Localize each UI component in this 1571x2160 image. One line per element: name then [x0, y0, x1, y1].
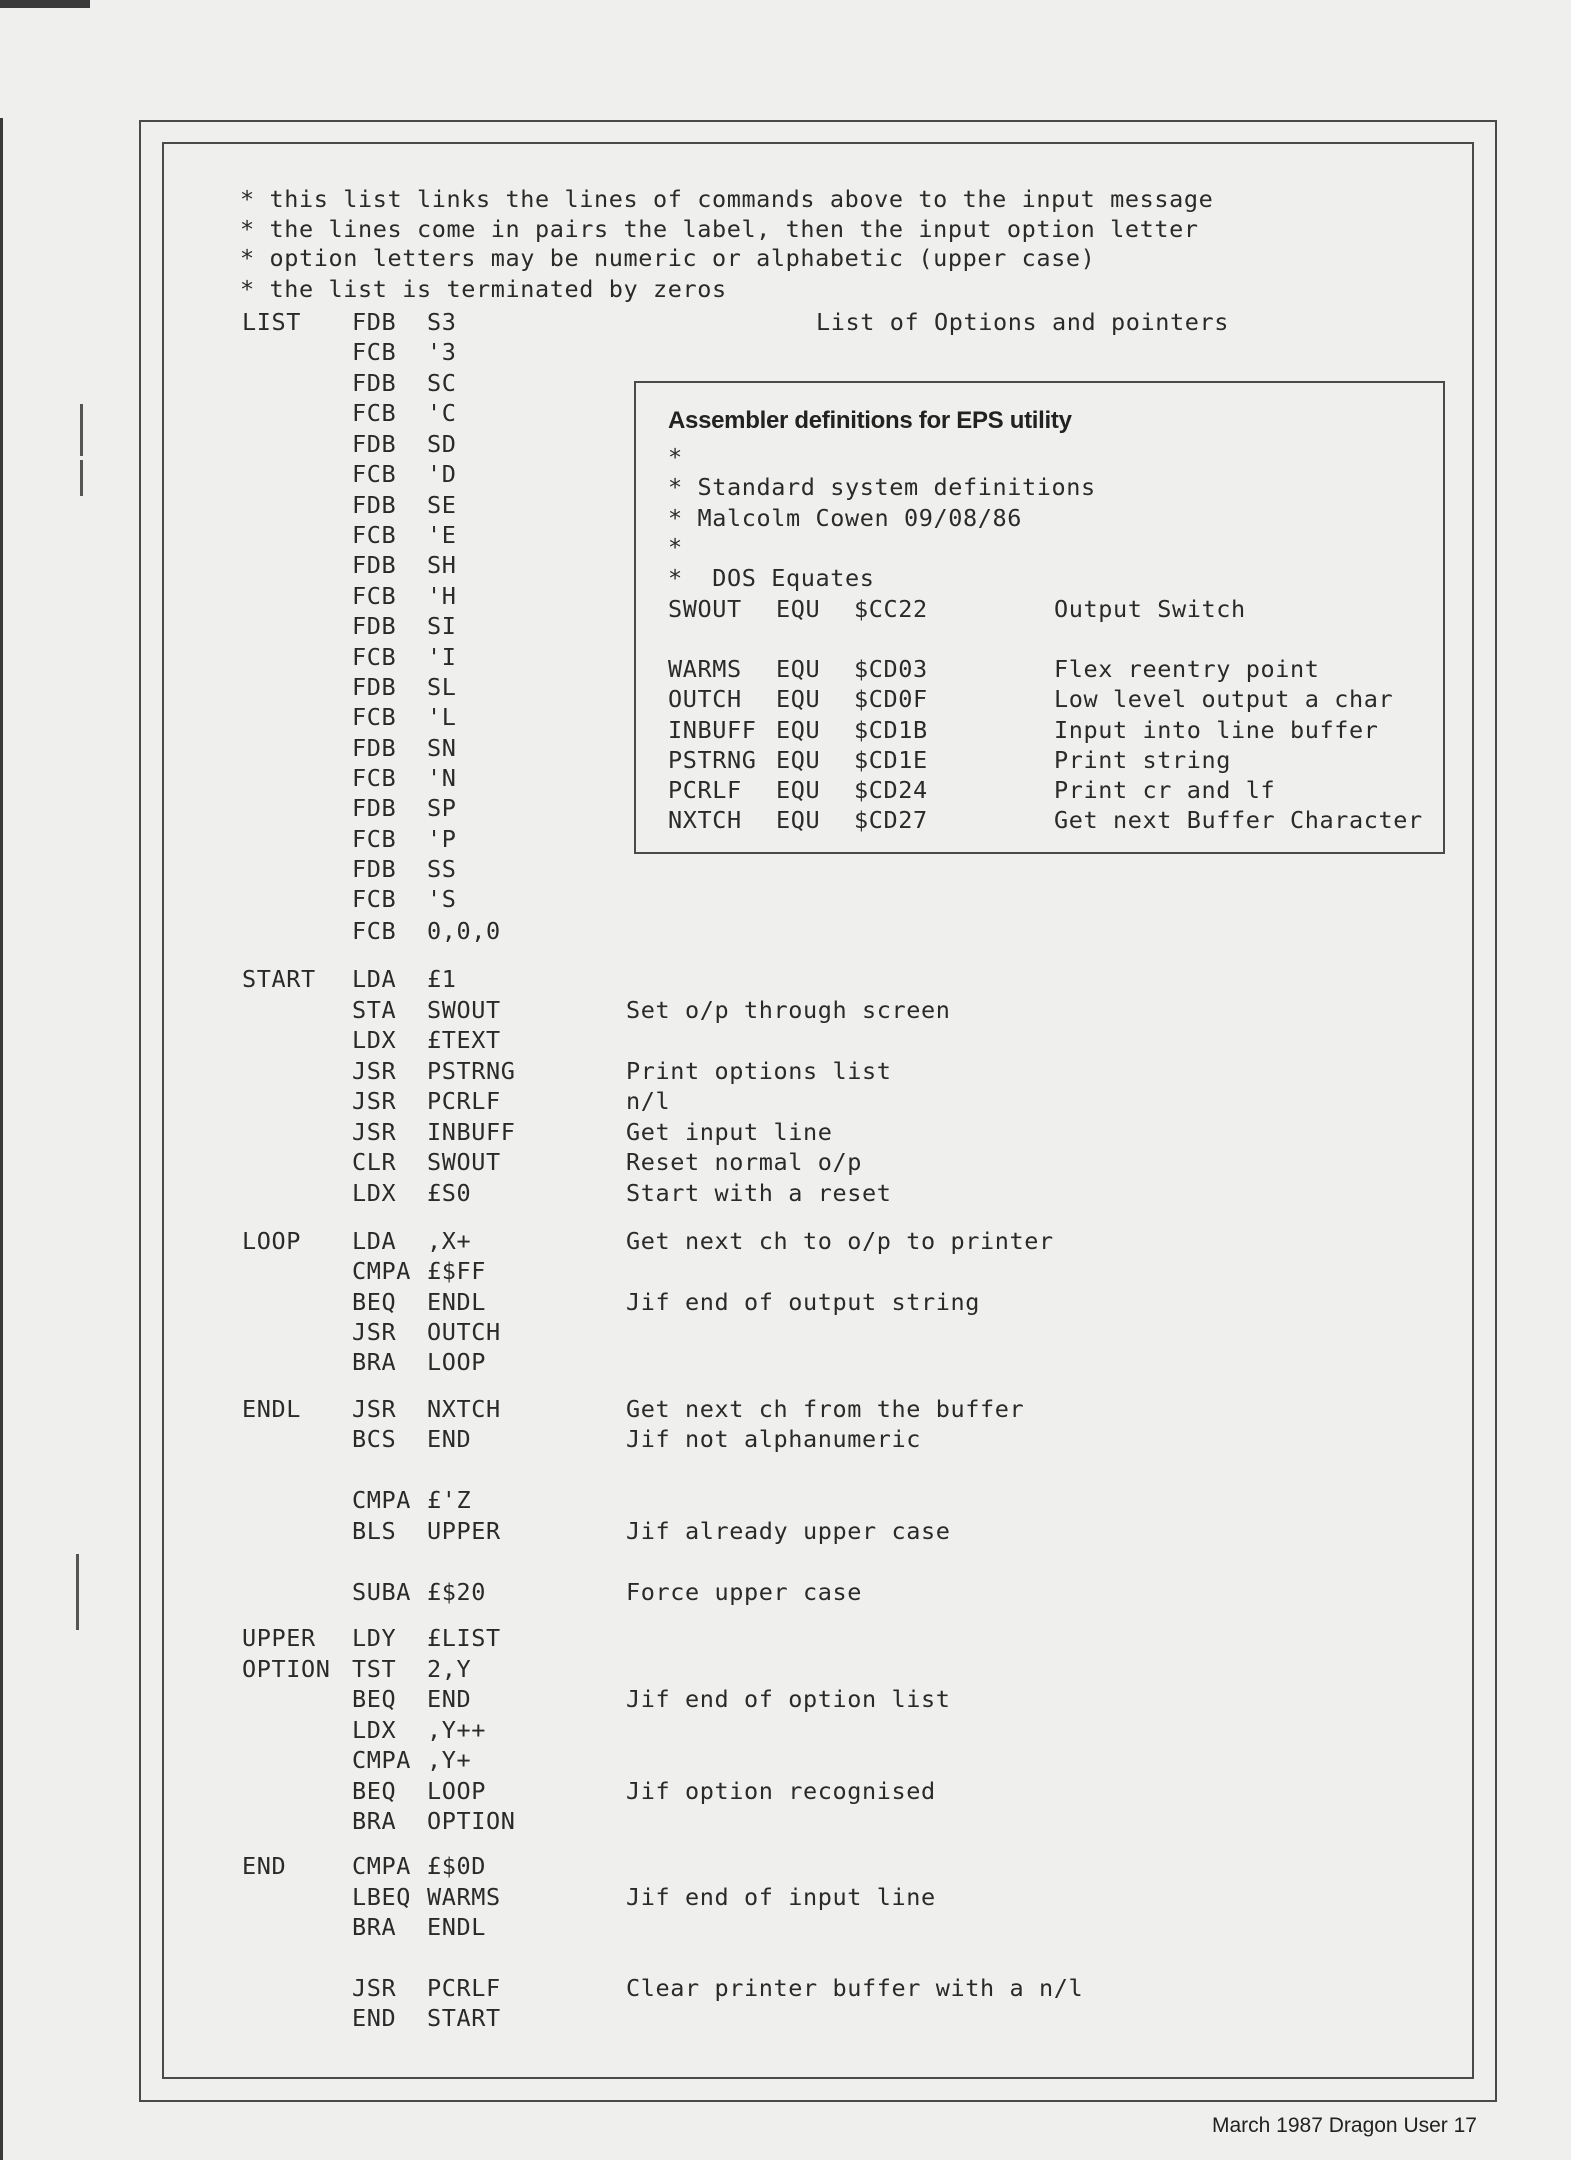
code-operand: LOOP: [427, 1777, 486, 1805]
page-edge: [0, 0, 90, 8]
list-heading: List of Options and pointers: [816, 308, 1229, 336]
code-opcode: TST: [352, 1655, 397, 1683]
code-comment: n/l: [626, 1087, 671, 1115]
code-operand: ,Y+: [427, 1746, 472, 1774]
code-opcode: END: [352, 2004, 397, 2032]
code-operand: '3: [427, 338, 457, 366]
code-opcode: JSR: [352, 1318, 397, 1346]
code-opcode: CMPA: [352, 1257, 411, 1285]
code-opcode: JSR: [352, 1118, 397, 1146]
code-opcode: FCB: [352, 917, 397, 945]
definition-label: * Standard system definitions: [668, 473, 1096, 501]
definition-value: $CD0F: [854, 685, 928, 713]
definition-comment: Get next Buffer Character: [1054, 806, 1423, 834]
code-operand: SC: [427, 369, 457, 397]
definition-opcode: EQU: [776, 776, 821, 804]
code-operand: SI: [427, 612, 457, 640]
binding-mark: [76, 1596, 79, 1630]
code-operand: ENDL: [427, 1288, 486, 1316]
code-label: END: [242, 1852, 287, 1880]
definition-label: WARMS: [668, 655, 742, 683]
code-opcode: LDX: [352, 1179, 397, 1207]
code-operand: INBUFF: [427, 1118, 516, 1146]
code-operand: 'N: [427, 764, 457, 792]
code-operand: 0,0,0: [427, 917, 501, 945]
definition-opcode: EQU: [776, 685, 821, 713]
code-operand: 'E: [427, 521, 457, 549]
code-operand: PSTRNG: [427, 1057, 516, 1085]
code-operand: £$0D: [427, 1852, 486, 1880]
code-opcode: FDB: [352, 369, 397, 397]
definitions-title: Assembler definitions for EPS utility: [668, 407, 1072, 434]
code-opcode: LDA: [352, 965, 397, 993]
code-operand: £$20: [427, 1578, 486, 1606]
definition-comment: Output Switch: [1054, 595, 1246, 623]
code-operand: £S0: [427, 1179, 472, 1207]
code-operand: LOOP: [427, 1348, 486, 1376]
code-opcode: BEQ: [352, 1685, 397, 1713]
binding-mark: [80, 404, 83, 456]
code-operand: SP: [427, 794, 457, 822]
code-operand: END: [427, 1685, 472, 1713]
code-comment: Get input line: [626, 1118, 833, 1146]
definition-label: OUTCH: [668, 685, 742, 713]
definition-label: *: [668, 443, 683, 471]
code-operand: 'S: [427, 885, 457, 913]
code-operand: SD: [427, 430, 457, 458]
definition-opcode: EQU: [776, 655, 821, 683]
code-operand: ,X+: [427, 1227, 472, 1255]
definition-comment: Flex reentry point: [1054, 655, 1320, 683]
code-comment: Jif end of output string: [626, 1288, 980, 1316]
code-comment: Jif end of input line: [626, 1883, 936, 1911]
code-opcode: FCB: [352, 460, 397, 488]
page-gutter: [0, 118, 3, 2160]
definition-comment: Print cr and lf: [1054, 776, 1276, 804]
code-opcode: BRA: [352, 1913, 397, 1941]
code-opcode: FDB: [352, 491, 397, 519]
code-operand: PCRLF: [427, 1087, 501, 1115]
code-operand: SN: [427, 734, 457, 762]
code-label: START: [242, 965, 316, 993]
code-opcode: FDB: [352, 734, 397, 762]
definition-label: * DOS Equates: [668, 564, 875, 592]
page-footer: March 1987 Dragon User 17: [1212, 2114, 1477, 2137]
definition-opcode: EQU: [776, 716, 821, 744]
code-operand: SH: [427, 551, 457, 579]
definition-comment: Low level output a char: [1054, 685, 1394, 713]
code-label: LOOP: [242, 1227, 301, 1255]
code-operand: 'H: [427, 582, 457, 610]
code-operand: 'I: [427, 643, 457, 671]
definition-value: $CD1B: [854, 716, 928, 744]
code-opcode: LDY: [352, 1624, 397, 1652]
code-opcode: FDB: [352, 551, 397, 579]
code-operand: WARMS: [427, 1883, 501, 1911]
definition-label: *: [668, 533, 683, 561]
code-comment: Jif option recognised: [626, 1777, 936, 1805]
definition-opcode: EQU: [776, 595, 821, 623]
code-opcode: JSR: [352, 1057, 397, 1085]
definition-label: INBUFF: [668, 716, 757, 744]
code-opcode: CMPA: [352, 1852, 411, 1880]
comment-line: * this list links the lines of commands above to the input message: [240, 185, 1214, 213]
code-operand: NXTCH: [427, 1395, 501, 1423]
code-opcode: BCS: [352, 1425, 397, 1453]
code-operand: START: [427, 2004, 501, 2032]
code-comment: Get next ch to o/p to printer: [626, 1227, 1054, 1255]
code-comment: Clear printer buffer with a n/l: [626, 1974, 1084, 2002]
code-opcode: FDB: [352, 308, 397, 336]
code-comment: Force upper case: [626, 1578, 862, 1606]
comment-line: * option letters may be numeric or alphabetic (upper case): [240, 244, 1096, 272]
code-label: OPTION: [242, 1655, 331, 1683]
code-operand: 'C: [427, 399, 457, 427]
code-opcode: FCB: [352, 764, 397, 792]
code-operand: SWOUT: [427, 1148, 501, 1176]
definition-comment: Print string: [1054, 746, 1231, 774]
code-operand: SE: [427, 491, 457, 519]
code-operand: £'Z: [427, 1486, 472, 1514]
code-opcode: JSR: [352, 1395, 397, 1423]
code-opcode: BRA: [352, 1348, 397, 1376]
code-opcode: FCB: [352, 825, 397, 853]
comment-line: * the list is terminated by zeros: [240, 275, 727, 303]
code-opcode: FCB: [352, 885, 397, 913]
code-opcode: FDB: [352, 794, 397, 822]
code-opcode: JSR: [352, 1974, 397, 2002]
code-opcode: FCB: [352, 399, 397, 427]
code-opcode: FCB: [352, 582, 397, 610]
code-opcode: BEQ: [352, 1777, 397, 1805]
code-opcode: LDX: [352, 1026, 397, 1054]
code-operand: PCRLF: [427, 1974, 501, 2002]
code-label: LIST: [242, 308, 301, 336]
code-operand: 'P: [427, 825, 457, 853]
definition-comment: Input into line buffer: [1054, 716, 1379, 744]
code-operand: SS: [427, 855, 457, 883]
definition-value: $CC22: [854, 595, 928, 623]
code-opcode: FDB: [352, 612, 397, 640]
code-operand: ,Y++: [427, 1716, 486, 1744]
code-opcode: CMPA: [352, 1746, 411, 1774]
code-operand: £1: [427, 965, 457, 993]
code-label: ENDL: [242, 1395, 301, 1423]
binding-mark: [80, 460, 83, 496]
code-comment: Reset normal o/p: [626, 1148, 862, 1176]
code-opcode: CLR: [352, 1148, 397, 1176]
code-label: UPPER: [242, 1624, 316, 1652]
code-opcode: BEQ: [352, 1288, 397, 1316]
code-opcode: FCB: [352, 338, 397, 366]
code-operand: ENDL: [427, 1913, 486, 1941]
code-opcode: FDB: [352, 430, 397, 458]
code-opcode: STA: [352, 996, 397, 1024]
code-comment: Jif not alphanumeric: [626, 1425, 921, 1453]
code-opcode: FCB: [352, 521, 397, 549]
code-opcode: LBEQ: [352, 1883, 411, 1911]
definition-label: NXTCH: [668, 806, 742, 834]
code-opcode: FDB: [352, 855, 397, 883]
code-operand: UPPER: [427, 1517, 501, 1545]
code-operand: S3: [427, 308, 457, 336]
code-comment: Start with a reset: [626, 1179, 892, 1207]
definition-label: * Malcolm Cowen 09/08/86: [668, 504, 1022, 532]
code-operand: £$FF: [427, 1257, 486, 1285]
definition-value: $CD03: [854, 655, 928, 683]
code-operand: £TEXT: [427, 1026, 501, 1054]
definition-opcode: EQU: [776, 806, 821, 834]
code-operand: £LIST: [427, 1624, 501, 1652]
code-opcode: CMPA: [352, 1486, 411, 1514]
code-operand: END: [427, 1425, 472, 1453]
code-opcode: LDA: [352, 1227, 397, 1255]
definition-value: $CD27: [854, 806, 928, 834]
code-comment: Jif end of option list: [626, 1685, 951, 1713]
code-operand: SWOUT: [427, 996, 501, 1024]
code-operand: SL: [427, 673, 457, 701]
code-comment: Jif already upper case: [626, 1517, 951, 1545]
code-opcode: BRA: [352, 1807, 397, 1835]
code-operand: 2,Y: [427, 1655, 472, 1683]
definition-opcode: EQU: [776, 746, 821, 774]
definition-label: SWOUT: [668, 595, 742, 623]
code-comment: Print options list: [626, 1057, 892, 1085]
code-comment: Get next ch from the buffer: [626, 1395, 1025, 1423]
code-opcode: FCB: [352, 703, 397, 731]
code-comment: Set o/p through screen: [626, 996, 951, 1024]
comment-line: * the lines come in pairs the label, then the input option letter: [240, 215, 1199, 243]
code-operand: 'L: [427, 703, 457, 731]
code-operand: OUTCH: [427, 1318, 501, 1346]
code-operand: 'D: [427, 460, 457, 488]
definition-value: $CD24: [854, 776, 928, 804]
code-opcode: JSR: [352, 1087, 397, 1115]
code-opcode: BLS: [352, 1517, 397, 1545]
definitions-box: [634, 381, 1445, 854]
code-opcode: SUBA: [352, 1578, 411, 1606]
definition-value: $CD1E: [854, 746, 928, 774]
code-opcode: FCB: [352, 643, 397, 671]
code-opcode: FDB: [352, 673, 397, 701]
definition-label: PCRLF: [668, 776, 742, 804]
code-opcode: LDX: [352, 1716, 397, 1744]
definition-label: PSTRNG: [668, 746, 757, 774]
code-operand: OPTION: [427, 1807, 516, 1835]
